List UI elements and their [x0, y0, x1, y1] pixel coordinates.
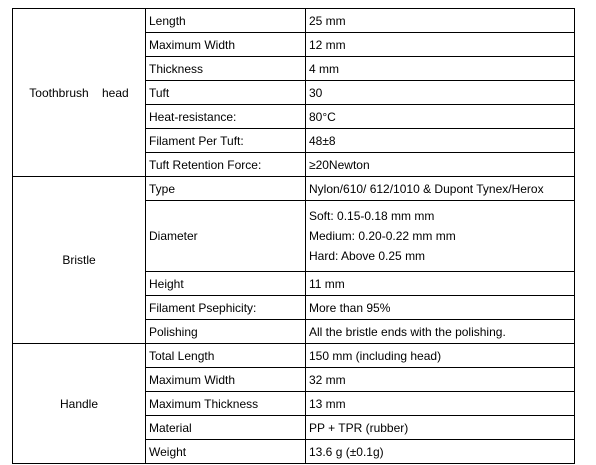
spec-label: Length	[146, 9, 306, 33]
spec-label: Maximum Width	[146, 33, 306, 57]
spec-value-line: Hard: Above 0.25 mm	[309, 249, 426, 263]
spec-label: Polishing	[146, 320, 306, 344]
spec-table-body	[13, 9, 575, 464]
spec-table	[12, 8, 575, 464]
section-name: Toothbrush head	[13, 9, 146, 177]
spec-label: Maximum Width	[146, 368, 306, 392]
spec-value: 25 mm	[306, 9, 575, 33]
spec-label: Filament Psephicity:	[146, 296, 306, 320]
spec-value: 11 mm	[306, 272, 575, 296]
spec-value-line: Soft: 0.15-0.18 mm mm	[309, 209, 435, 223]
spec-value-line: Medium: 0.20-0.22 mm mm	[309, 229, 456, 243]
spec-value: Nylon/610/ 612/1010 & Dupont Tynex/Herox	[306, 177, 575, 201]
spec-label: Maximum Thickness	[146, 392, 306, 416]
spec-value: PP + TPR (rubber)	[306, 416, 575, 440]
spec-value: 80°C	[306, 105, 575, 129]
table-row	[13, 9, 575, 33]
spec-label: Thickness	[146, 57, 306, 81]
spec-label: Type	[146, 177, 306, 201]
spec-value: ≥20Newton	[306, 153, 575, 177]
spec-value	[306, 201, 575, 272]
spec-value: 32 mm	[306, 368, 575, 392]
spec-value: 12 mm	[306, 33, 575, 57]
section-name: Bristle	[13, 177, 146, 344]
spec-label: Heat-resistance:	[146, 105, 306, 129]
spec-value: More than 95%	[306, 296, 575, 320]
spec-label: Tuft	[146, 81, 306, 105]
spec-label: Weight	[146, 440, 306, 464]
spec-label: Tuft Retention Force:	[146, 153, 306, 177]
spec-label: Diameter	[146, 201, 306, 272]
spec-label: Total Length	[146, 344, 306, 368]
section-name: Handle	[13, 344, 146, 464]
spec-label: Material	[146, 416, 306, 440]
spec-value: 30	[306, 81, 575, 105]
spec-value: 150 mm (including head)	[306, 344, 575, 368]
spec-value: 13.6 g (±0.1g)	[306, 440, 575, 464]
table-row	[13, 344, 575, 368]
spec-value: 48±8	[306, 129, 575, 153]
spec-label: Filament Per Tuft:	[146, 129, 306, 153]
table-row	[13, 177, 575, 201]
spec-value: 13 mm	[306, 392, 575, 416]
spec-value: 4 mm	[306, 57, 575, 81]
spec-value: All the bristle ends with the polishing.	[306, 320, 575, 344]
spec-label: Height	[146, 272, 306, 296]
